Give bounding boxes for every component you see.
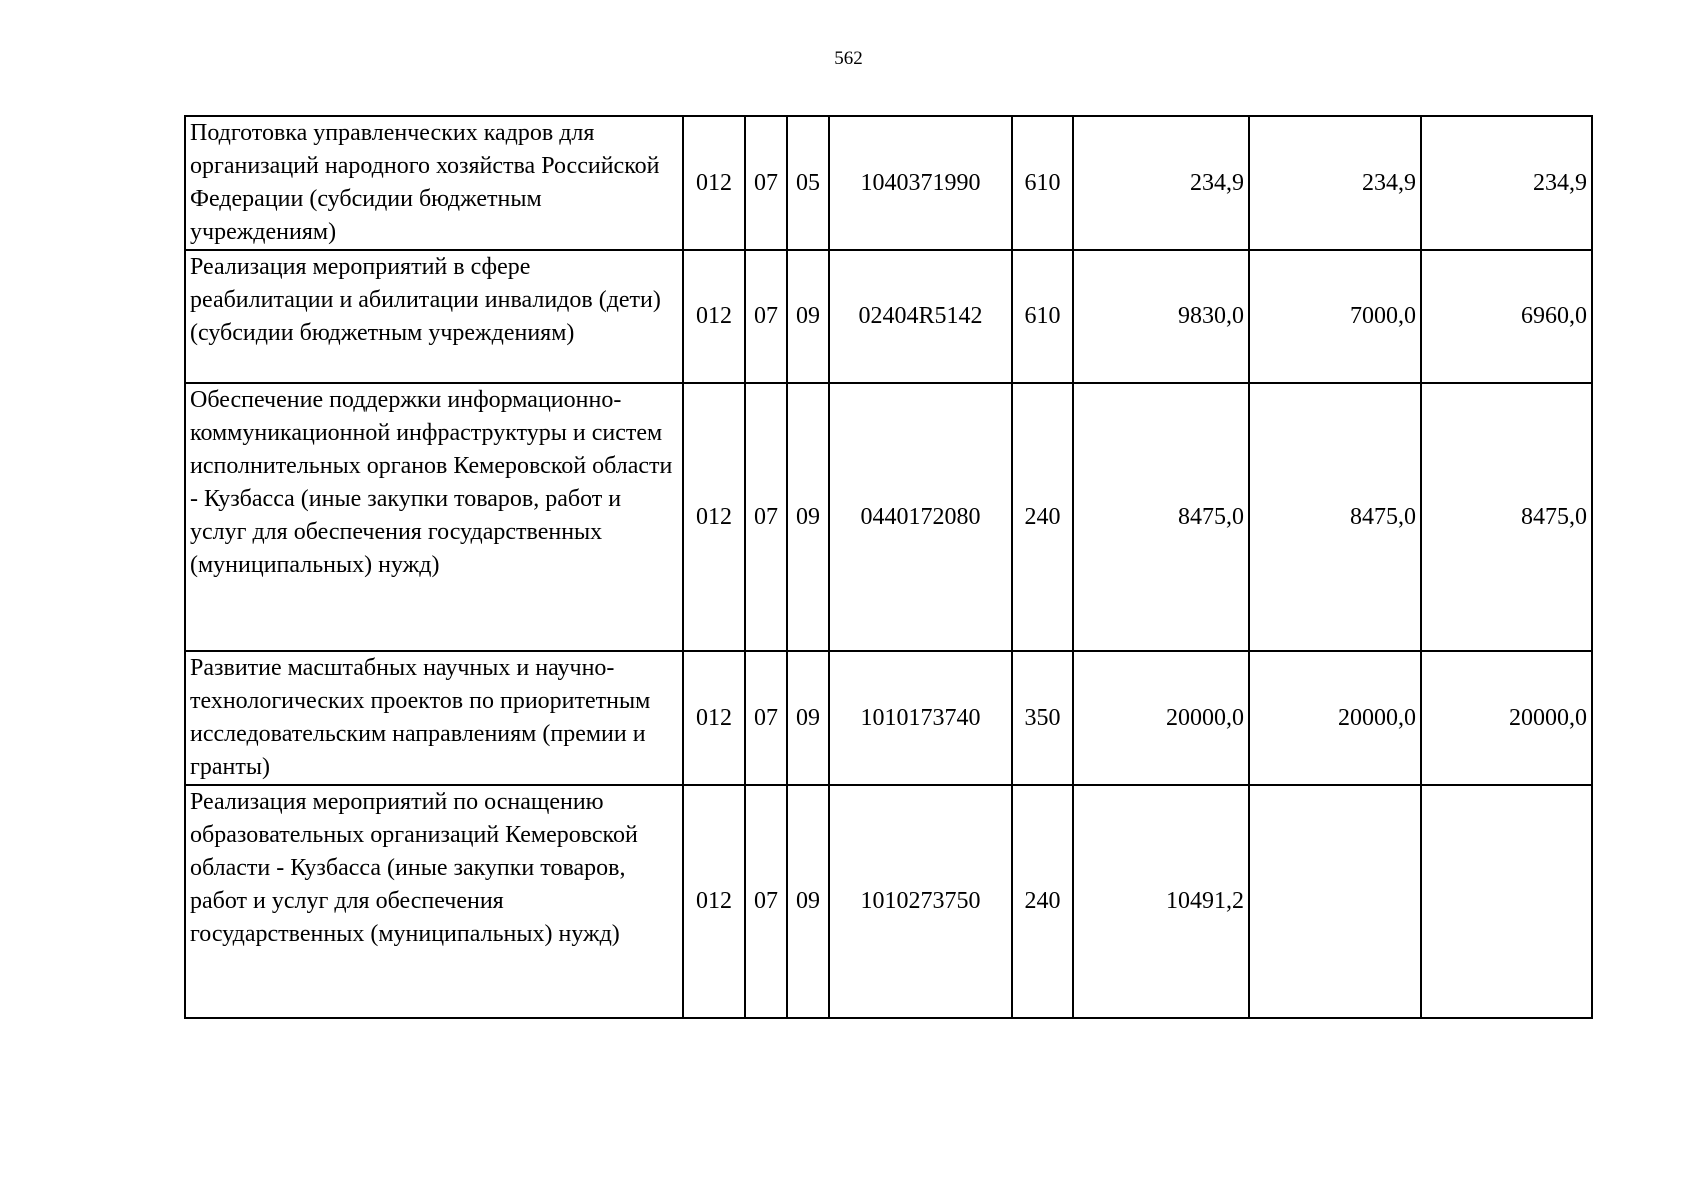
row-name-cell: Обеспечение поддержки информационно-коммуникационной инфраструктуры и систем исполнительных органов Кемеровской области - Кузбасса (иные закупки товаров, работ и услуг для обеспечения государственных (муниципальных) нужд) bbox=[185, 383, 683, 651]
table-row bbox=[185, 785, 1592, 1018]
sum-year-3-cell bbox=[1421, 785, 1592, 1018]
section-code-cell: 07 bbox=[745, 383, 787, 651]
target-article-cell: 02404R5142 bbox=[829, 250, 1012, 383]
table-row bbox=[185, 651, 1592, 785]
section-code-cell: 07 bbox=[745, 250, 787, 383]
expense-type-cell: 240 bbox=[1012, 383, 1073, 651]
subsection-code-cell: 09 bbox=[787, 651, 829, 785]
target-article-cell: 1010173740 bbox=[829, 651, 1012, 785]
sum-year-3-cell: 8475,0 bbox=[1421, 383, 1592, 651]
table-row bbox=[185, 250, 1592, 383]
sum-year-1-cell: 234,9 bbox=[1073, 116, 1249, 250]
sum-year-3-cell: 20000,0 bbox=[1421, 651, 1592, 785]
row-name-cell: Развитие масштабных научных и научно-технологических проектов по приоритетным исследовательским направлениям (премии и гранты) bbox=[185, 651, 683, 785]
subsection-code-cell: 05 bbox=[787, 116, 829, 250]
target-article-cell: 0440172080 bbox=[829, 383, 1012, 651]
sum-year-2-cell: 20000,0 bbox=[1249, 651, 1421, 785]
budget-table bbox=[184, 115, 1593, 1019]
row-name-cell: Подготовка управленческих кадров для организаций народного хозяйства Российской Федерации (субсидии бюджетным учреждениям) bbox=[185, 116, 683, 250]
expense-type-cell: 350 bbox=[1012, 651, 1073, 785]
sum-year-3-cell: 6960,0 bbox=[1421, 250, 1592, 383]
table-row bbox=[185, 383, 1592, 651]
target-article-cell: 1040371990 bbox=[829, 116, 1012, 250]
sum-year-1-cell: 9830,0 bbox=[1073, 250, 1249, 383]
section-code-cell: 07 bbox=[745, 785, 787, 1018]
sum-year-3-cell: 234,9 bbox=[1421, 116, 1592, 250]
target-article-cell: 1010273750 bbox=[829, 785, 1012, 1018]
section-code-cell: 07 bbox=[745, 651, 787, 785]
expense-type-cell: 240 bbox=[1012, 785, 1073, 1018]
ministry-code-cell: 012 bbox=[683, 116, 745, 250]
expense-type-cell: 610 bbox=[1012, 116, 1073, 250]
subsection-code-cell: 09 bbox=[787, 785, 829, 1018]
sum-year-1-cell: 20000,0 bbox=[1073, 651, 1249, 785]
sum-year-1-cell: 10491,2 bbox=[1073, 785, 1249, 1018]
sum-year-1-cell: 8475,0 bbox=[1073, 383, 1249, 651]
ministry-code-cell: 012 bbox=[683, 785, 745, 1018]
row-name-cell: Реализация мероприятий по оснащению образовательных организаций Кемеровской области - Кузбасса (иные закупки товаров, работ и услуг для обеспечения государственных (муниципальных) нужд) bbox=[185, 785, 683, 1018]
ministry-code-cell: 012 bbox=[683, 250, 745, 383]
sum-year-2-cell bbox=[1249, 785, 1421, 1018]
subsection-code-cell: 09 bbox=[787, 250, 829, 383]
sum-year-2-cell: 7000,0 bbox=[1249, 250, 1421, 383]
page-number: 562 bbox=[834, 48, 863, 69]
expense-type-cell: 610 bbox=[1012, 250, 1073, 383]
subsection-code-cell: 09 bbox=[787, 383, 829, 651]
row-name-cell: Реализация мероприятий в сфере реабилитации и абилитации инвалидов (дети) (субсидии бюджетным учреждениям) bbox=[185, 250, 683, 383]
ministry-code-cell: 012 bbox=[683, 651, 745, 785]
table-row bbox=[185, 116, 1592, 250]
ministry-code-cell: 012 bbox=[683, 383, 745, 651]
sum-year-2-cell: 8475,0 bbox=[1249, 383, 1421, 651]
sum-year-2-cell: 234,9 bbox=[1249, 116, 1421, 250]
section-code-cell: 07 bbox=[745, 116, 787, 250]
